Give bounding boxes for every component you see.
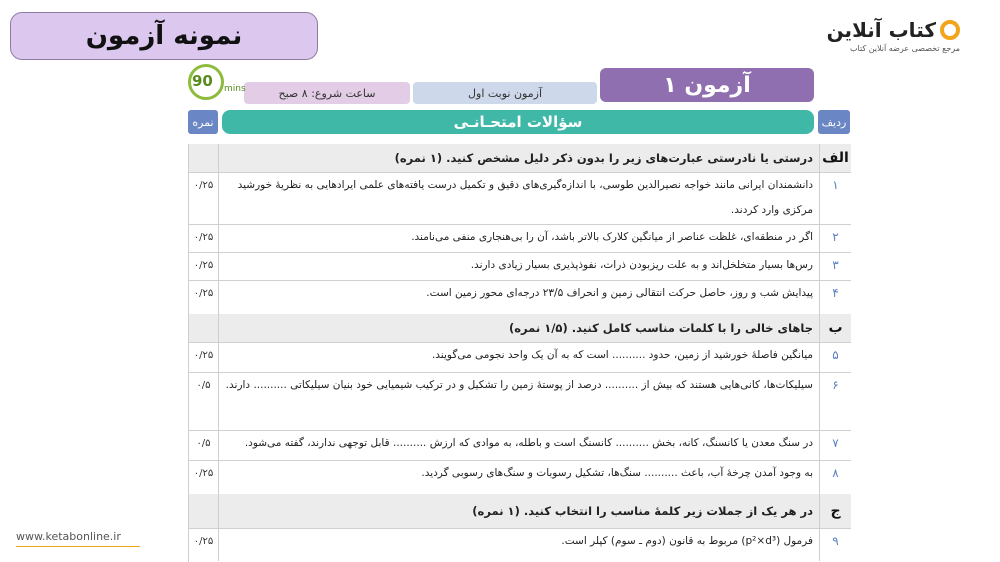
question-score	[189, 314, 219, 342]
row-number: ۷	[819, 430, 851, 460]
table-row	[189, 372, 851, 431]
table-row	[189, 172, 851, 225]
table-row	[189, 430, 851, 461]
question-score	[189, 144, 219, 172]
question-text: رس‌ها بسیار متخلخل‌اند و به علت ریزبودن ذرات، نفوذپذیری بسیار زیادی دارند.	[470, 259, 813, 271]
question-text: سیلیکات‌ها، کانی‌هایی هستند که بیش از .......... درصد از پوستهٔ زمین را تشکیل و در ترکیب شیمیایی خود بنیان سیلیکاتی .......... دارند.	[225, 379, 813, 391]
row-number: ج	[819, 494, 851, 528]
table-row	[189, 280, 851, 315]
table-row	[189, 314, 851, 343]
question-text: پیدایش شب و روز، حاصل حرکت انتقالی زمین و انحراف ۲۳/۵ درجه‌ای محور زمین است.	[426, 287, 813, 299]
question-score: ۰/۲۵	[189, 342, 219, 372]
row-number: ۹	[819, 528, 851, 561]
timer-unit: mins	[224, 84, 246, 94]
question-score: ۰/۲۵	[189, 280, 219, 314]
table-row	[189, 494, 851, 529]
row-number: ۸	[819, 460, 851, 494]
question-score: ۰/۲۵	[189, 252, 219, 280]
timer-value: 90	[192, 72, 213, 90]
logo-name: کتاب آنلاین	[826, 18, 936, 42]
questions-table	[188, 144, 851, 562]
sample-exam-badge: نمونه آزمون	[10, 12, 318, 60]
question-score: ۰/۲۵	[189, 224, 219, 252]
question-score: ۰/۵	[189, 372, 219, 430]
table-row	[189, 252, 851, 281]
question-text: فرمول (p²×d³) مربوط به قانون (دوم ـ سوم) کپلر است.	[561, 535, 813, 547]
table-row	[189, 528, 851, 561]
table-row	[189, 144, 851, 173]
question-score: ۰/۲۵	[189, 528, 219, 561]
section-title: سؤالات امتحـانـی	[222, 110, 814, 134]
row-number: ۶	[819, 372, 851, 430]
website-underline	[16, 546, 140, 547]
exam-title: آزمون ۱	[600, 68, 814, 102]
table-row	[189, 224, 851, 253]
question-text: در سنگ معدن یا کانسنگ، کانه، بخش .......... کانسنگ است و باطله، به موادی که ارزش .......... قابل توجهی ندارند، گفته می‌شود.	[244, 437, 813, 449]
exam-turn: آزمون نوبت اول	[413, 82, 597, 104]
question-score: ۰/۵	[189, 430, 219, 460]
row-number: ۲	[819, 224, 851, 252]
question-score: ۰/۲۵	[189, 460, 219, 494]
score-column-label: نمره	[188, 110, 218, 134]
row-number: الف	[819, 144, 851, 172]
question-text: اگر در منطقه‌ای، غلظت عناصر از میانگین کلارک بالاتر باشد، آن را بی‌هنجاری منفی می‌نامند.	[411, 231, 813, 243]
exam-start-time: ساعت شروع: ۸ صبح	[244, 82, 410, 104]
row-number: ۴	[819, 280, 851, 314]
table-row	[189, 342, 851, 373]
row-number: ب	[819, 314, 851, 342]
website-link[interactable]: www.ketabonline.ir	[16, 530, 121, 543]
question-text: به وجود آمدن چرخهٔ آب، باعث .......... سنگ‌ها، تشکیل رسوبات و سنگ‌های رسوبی گردید.	[421, 467, 813, 479]
logo	[800, 18, 960, 62]
row-number: ۳	[819, 252, 851, 280]
row-number: ۱	[819, 172, 851, 224]
question-text: دانشمندان ایرانی مانند خواجه نصیرالدین طوسی، با اندازه‌گیری‌های دقیق و تکمیل درست یافته‌های علمی ایرادهایی به نظریهٔ خورشید مرکزی وارد کردند.	[237, 179, 813, 216]
question-text: درستی یا نادرستی عبارت‌های زیر را بدون ذکر دلیل مشخص کنید. (۱ نمره)	[394, 151, 813, 165]
timer-icon	[186, 64, 246, 104]
question-score	[189, 494, 219, 528]
question-text: جاهای خالی را با کلمات مناسب کامل کنید. (۱/۵ نمره)	[508, 321, 813, 335]
question-text: در هر یک از جملات زیر کلمهٔ مناسب را انتخاب کنید. (۱ نمره)	[472, 504, 813, 518]
logo-icon	[940, 20, 960, 40]
table-row	[189, 460, 851, 495]
row-number: ۵	[819, 342, 851, 372]
question-score: ۰/۲۵	[189, 172, 219, 224]
logo-tagline: مرجع تخصصی عرضه آنلاین کتاب	[849, 44, 960, 53]
row-column-label: ردیف	[818, 110, 850, 134]
question-text: میانگین فاصلهٔ خورشید از زمین، حدود .......... است که به آن یک واحد نجومی می‌گویند.	[431, 349, 813, 361]
